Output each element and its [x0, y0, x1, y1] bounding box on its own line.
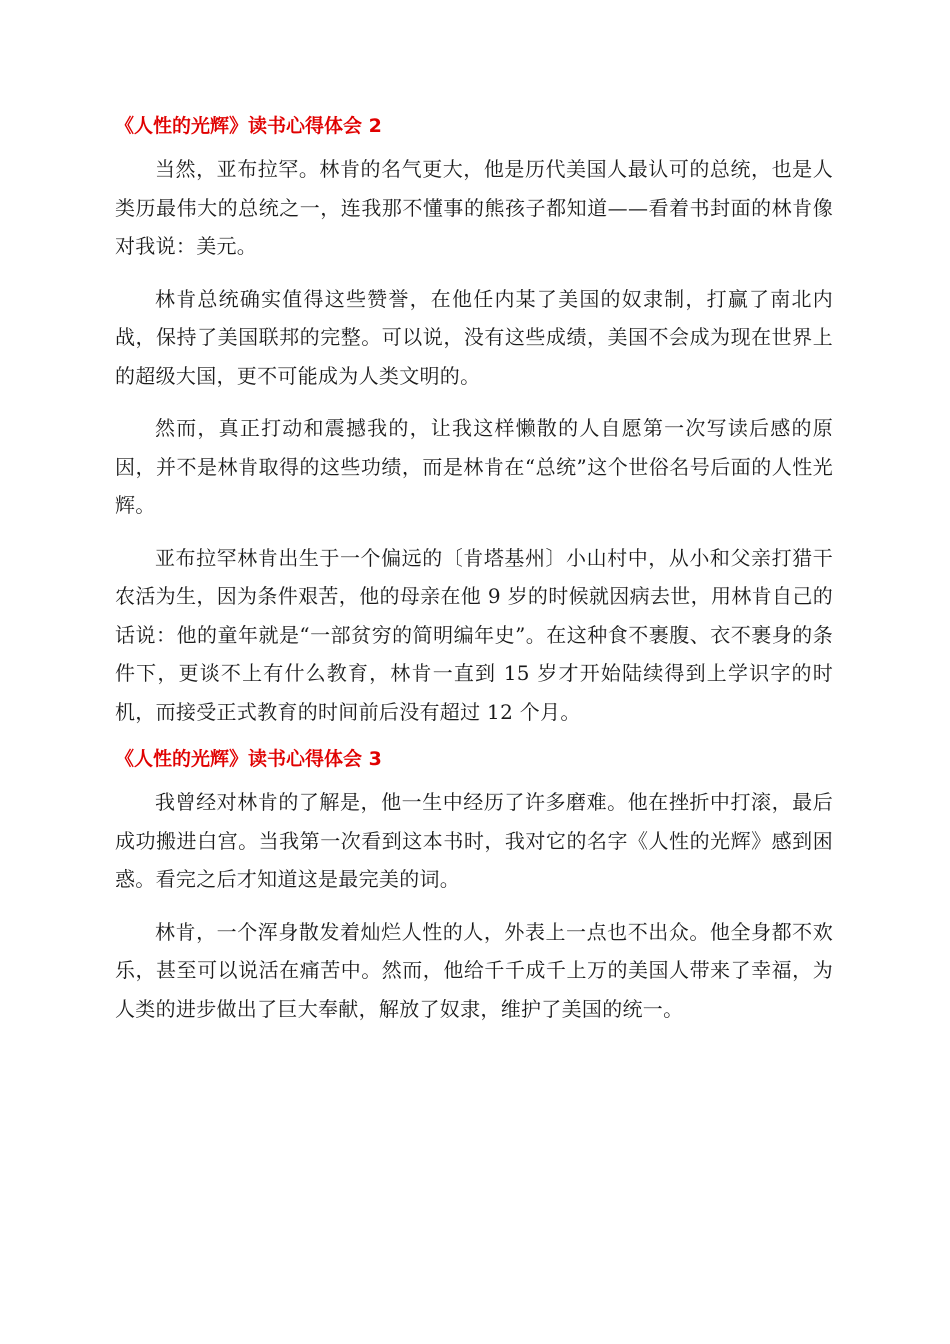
section-3-paragraph-2: 林肯，一个浑身散发着灿烂人性的人，外表上一点也不出众。他全身都不欢乐，甚至可以说活在痛苦中。然而，他给千千成千上万的美国人带来了幸福，为人类的进步做出了巨大奉献，解放了奴隶，维护了美国的统一。: [115, 919, 833, 1021]
section-2-heading: 《人性的光辉》读书心得体会 2: [115, 115, 382, 137]
section-2-paragraph-4: 亚布拉罕林肯出生于一个偏远的〔肯塔基州〕小山村中，从小和父亲打猎干农活为生，因为条件艰苦，他的母亲在他 9 岁的时候就因病去世，用林肯自己的话说：他的童年就是“一部贫穷的简明编年史”。在这种食不裹腹、衣不裹身的条件下，更谈不上有什么教育，林肯一直到 15 岁才开始陆续得到上学识字的时机，而接受正式教育的时间前后没有超过 12 个月。: [115, 545, 833, 724]
section-2-paragraph-2: 林肯总统确实值得这些赞誉，在他任内某了美国的奴隶制，打赢了南北内战，保持了美国联邦的完整。可以说，没有这些成绩，美国不会成为现在世界上的超级大国，更不可能成为人类文明的。: [115, 286, 833, 388]
section-3-paragraph-1: 我曾经对林肯的了解是，他一生中经历了许多磨难。他在挫折中打滚，最后成功搬进白宫。当我第一次看到这本书时，我对它的名字《人性的光辉》感到困惑。看完之后才知道这是最完美的词。: [115, 790, 833, 891]
section-3-heading: 《人性的光辉》读书心得体会 3: [115, 748, 382, 770]
section-2-paragraph-1: 当然，亚布拉罕。林肯的名气更大，他是历代美国人最认可的总统，也是人类历最伟大的总统之一，连我那不懂事的熊孩子都知道——看着书封面的林肯像对我说：美元。: [115, 157, 833, 258]
document-page: [115, 112, 833, 1042]
section-2-paragraph-3: 然而，真正打动和震撼我的，让我这样懒散的人自愿第一次写读后感的原因，并不是林肯取得的这些功绩，而是林肯在“总统”这个世俗名号后面的人性光辉。: [115, 416, 833, 517]
